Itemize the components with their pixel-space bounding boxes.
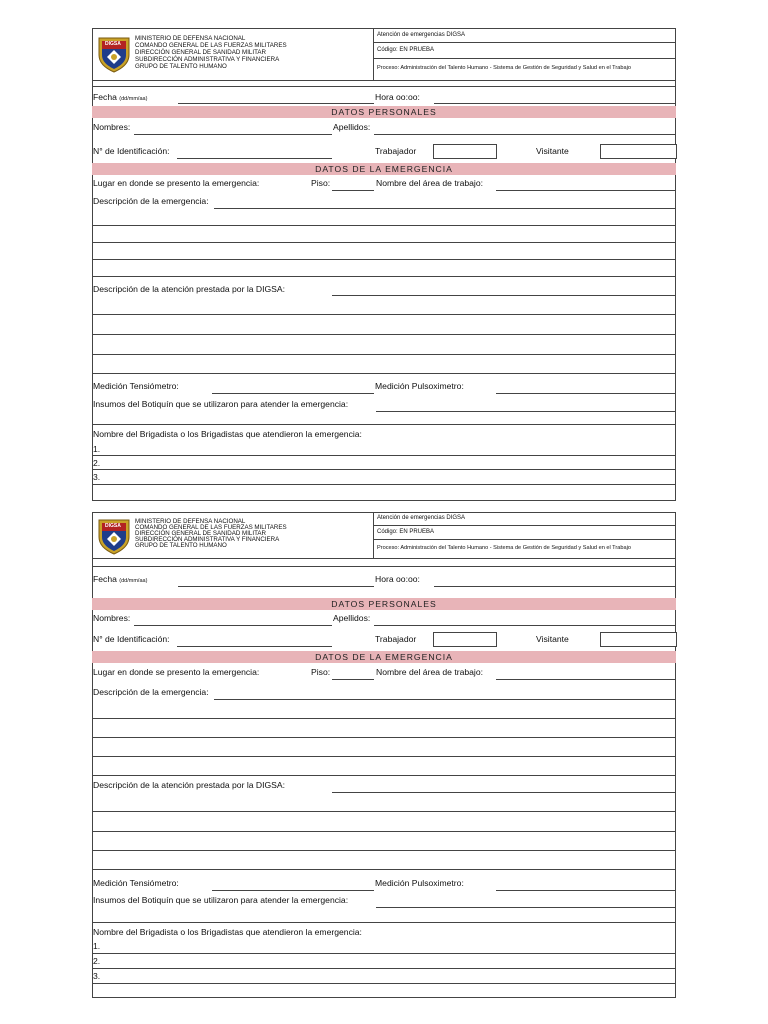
- descripcion-field[interactable]: [214, 208, 676, 209]
- header-top-border: [92, 512, 676, 513]
- form-bottom-border: [92, 997, 676, 998]
- atencion-line[interactable]: [92, 850, 676, 851]
- brigadista-line-1[interactable]: [92, 953, 676, 954]
- emergency-form-2: [92, 512, 676, 998]
- visitante-checkbox[interactable]: [600, 632, 677, 647]
- piso-field[interactable]: [332, 679, 374, 680]
- trabajador-label: Trabajador: [375, 634, 417, 644]
- trabajador-label: Trabajador: [375, 146, 417, 156]
- doc-title: Atención de emergencias DIGSA: [377, 32, 466, 38]
- descripcion-label: Descripción de la emergencia:: [93, 687, 209, 697]
- tensiometro-label: Medición Tensiómetro:: [93, 381, 179, 391]
- nombres-field[interactable]: [134, 625, 332, 626]
- apellidos-label: Apellidos:: [333, 613, 371, 623]
- org-line-1: MINISTERIO DE DEFENSA NACIONAL: [135, 35, 246, 42]
- fecha-label: Fecha (dd/mm/aa): [93, 574, 148, 584]
- doc-code: Código: EN PRUEBA: [377, 47, 435, 53]
- right-border: [675, 512, 676, 998]
- visitante-label: Visitante: [536, 146, 569, 156]
- identificacion-field[interactable]: [177, 646, 332, 647]
- header-row-line: [373, 539, 676, 540]
- descripcion-field[interactable]: [214, 699, 676, 700]
- descripcion-line[interactable]: [92, 276, 676, 277]
- brigadista-line-3[interactable]: [92, 983, 676, 984]
- atencion-field[interactable]: [332, 295, 676, 296]
- descripcion-line[interactable]: [92, 225, 676, 226]
- pulsoximetro-field[interactable]: [496, 393, 676, 394]
- insumos-label: Insumos del Botiquín que se utilizaron para atender la emergencia:: [93, 399, 349, 409]
- atencion-line[interactable]: [92, 314, 676, 315]
- area-label: Nombre del área de trabajo:: [376, 667, 484, 677]
- identificacion-field[interactable]: [177, 158, 332, 159]
- pulsoximetro-label: Medición Pulsoximetro:: [375, 878, 464, 888]
- tensiometro-field[interactable]: [212, 890, 374, 891]
- nombres-field[interactable]: [134, 134, 332, 135]
- atencion-line[interactable]: [92, 334, 676, 335]
- atencion-field[interactable]: [332, 792, 676, 793]
- doc-code: Código: EN PRUEBA: [377, 529, 435, 535]
- brigadista-line-1[interactable]: [92, 455, 676, 456]
- logo-label: DIGSA: [105, 41, 121, 47]
- insumos-line[interactable]: [92, 922, 676, 923]
- descripcion-line[interactable]: [92, 737, 676, 738]
- hora-field[interactable]: [434, 586, 676, 587]
- descripcion-line[interactable]: [92, 259, 676, 260]
- lugar-label: Lugar en donde se presento la emergencia:: [93, 178, 260, 188]
- brigadista-item-3: 3.: [93, 472, 101, 482]
- logo-label: DIGSA: [105, 523, 121, 529]
- atencion-line[interactable]: [92, 811, 676, 812]
- insumos-line[interactable]: [92, 424, 676, 425]
- nombres-label: Nombres:: [93, 122, 131, 132]
- descripcion-line[interactable]: [92, 775, 676, 776]
- atencion-line[interactable]: [92, 354, 676, 355]
- header-divider: [373, 28, 374, 80]
- insumos-field[interactable]: [376, 907, 676, 908]
- org-line-2: COMANDO GENERAL DE LAS FUERZAS MILITARES: [135, 524, 287, 531]
- org-line-2: COMANDO GENERAL DE LAS FUERZAS MILITARES: [135, 42, 287, 49]
- descripcion-line[interactable]: [92, 242, 676, 243]
- visitante-label: Visitante: [536, 634, 569, 644]
- identificacion-label: N° de Identificación:: [93, 634, 170, 644]
- org-line-4: SUBDIRECCIÓN ADMINISTRATIVA Y FINANCIERA: [135, 56, 280, 63]
- header-bottom-border: [92, 558, 676, 559]
- pulsoximetro-field[interactable]: [496, 890, 676, 891]
- nombres-label: Nombres:: [93, 613, 131, 623]
- apellidos-field[interactable]: [374, 134, 676, 135]
- header-divider: [373, 512, 374, 558]
- brigadista-item-3: 3.: [93, 971, 101, 981]
- row-line: [92, 86, 676, 87]
- brigadista-item-1: 1.: [93, 444, 101, 454]
- fecha-label: Fecha (dd/mm/aa): [93, 92, 148, 102]
- insumos-field[interactable]: [376, 411, 676, 412]
- datos-personales-band: DATOS PERSONALES: [92, 106, 676, 118]
- org-line-3: DIRECCIÓN GENERAL DE SANIDAD MILITAR: [135, 530, 266, 537]
- hora-field[interactable]: [434, 103, 676, 104]
- apellidos-field[interactable]: [374, 625, 676, 626]
- area-field[interactable]: [496, 190, 676, 191]
- atencion-line[interactable]: [92, 373, 676, 374]
- fecha-field[interactable]: [178, 586, 374, 587]
- doc-process: Proceso: Administración del Talento Humano - Sistema de Gestión de Seguridad y Salud en el Trabajo: [377, 65, 631, 71]
- piso-label: Piso:: [311, 667, 331, 677]
- trabajador-checkbox[interactable]: [433, 144, 497, 159]
- area-label: Nombre del área de trabajo:: [376, 178, 484, 188]
- org-line-5: GRUPO DE TALENTO HUMANO: [135, 542, 227, 549]
- hora-label: Hora oo:oo:: [375, 92, 420, 102]
- doc-title: Atención de emergencias DIGSA: [377, 515, 466, 521]
- brigadista-item-2: 2.: [93, 956, 101, 966]
- right-border: [675, 28, 676, 500]
- brigadistas-label: Nombre del Brigadista o los Brigadistas que atendieron la emergencia:: [93, 429, 362, 439]
- brigadista-line-2[interactable]: [92, 968, 676, 969]
- org-line-4: SUBDIRECCIÓN ADMINISTRATIVA Y FINANCIERA: [135, 536, 280, 543]
- descripcion-label: Descripción de la emergencia:: [93, 196, 209, 206]
- atencion-line[interactable]: [92, 831, 676, 832]
- brigadista-item-1: 1.: [93, 941, 101, 951]
- identificacion-label: N° de Identificación:: [93, 146, 170, 156]
- header-top-border: [92, 28, 676, 29]
- piso-label: Piso:: [311, 178, 331, 188]
- descripcion-line[interactable]: [92, 756, 676, 757]
- descripcion-line[interactable]: [92, 718, 676, 719]
- brigadistas-label: Nombre del Brigadista o los Brigadistas que atendieron la emergencia:: [93, 927, 362, 937]
- emergency-form-1: [92, 28, 676, 500]
- atencion-label: Descripción de la atención prestada por la DIGSA:: [93, 284, 286, 294]
- lugar-label: Lugar en donde se presento la emergencia:: [93, 667, 260, 677]
- row-line: [92, 566, 676, 567]
- tensiometro-field[interactable]: [212, 393, 374, 394]
- apellidos-label: Apellidos:: [333, 122, 371, 132]
- hora-label: Hora oo:oo:: [375, 574, 420, 584]
- org-line-1: MINISTERIO DE DEFENSA NACIONAL: [135, 518, 246, 525]
- brigadista-line-3[interactable]: [92, 484, 676, 485]
- fecha-field[interactable]: [178, 103, 374, 104]
- pulsoximetro-label: Medición Pulsoximetro:: [375, 381, 464, 391]
- tensiometro-label: Medición Tensiómetro:: [93, 878, 179, 888]
- trabajador-checkbox[interactable]: [433, 632, 497, 647]
- area-field[interactable]: [496, 679, 676, 680]
- brigadista-line-2[interactable]: [92, 469, 676, 470]
- atencion-line[interactable]: [92, 869, 676, 870]
- insumos-label: Insumos del Botiquín que se utilizaron para atender la emergencia:: [93, 895, 349, 905]
- piso-field[interactable]: [332, 190, 374, 191]
- header-row-line: [373, 525, 676, 526]
- header-row-line: [373, 58, 676, 59]
- form-bottom-border: [92, 500, 676, 501]
- datos-emergencia-band: DATOS DE LA EMERGENCIA: [92, 651, 676, 663]
- org-line-3: DIRECCIÓN GENERAL DE SANIDAD MILITAR: [135, 49, 266, 56]
- visitante-checkbox[interactable]: [600, 144, 677, 159]
- brigadista-item-2: 2.: [93, 458, 101, 468]
- datos-emergencia-band: DATOS DE LA EMERGENCIA: [92, 163, 676, 175]
- header-row-line: [373, 42, 676, 43]
- header-bottom-border: [92, 80, 676, 81]
- org-line-5: GRUPO DE TALENTO HUMANO: [135, 63, 227, 70]
- atencion-label: Descripción de la atención prestada por la DIGSA:: [93, 780, 286, 790]
- datos-personales-band: DATOS PERSONALES: [92, 598, 676, 610]
- doc-process: Proceso: Administración del Talento Humano - Sistema de Gestión de Seguridad y Salud en el Trabajo: [377, 545, 631, 551]
